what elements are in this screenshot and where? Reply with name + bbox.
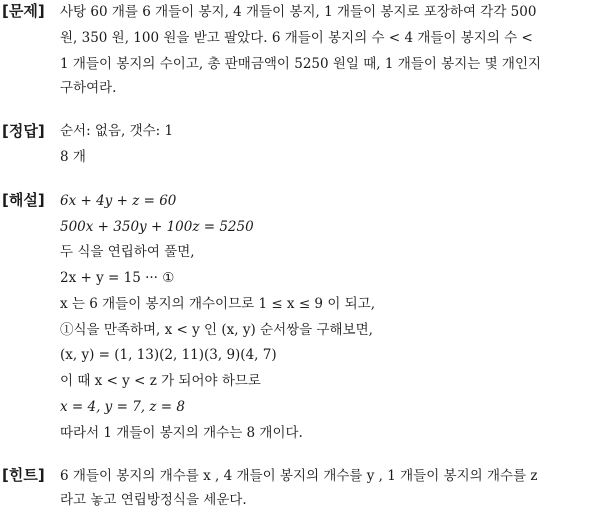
solution-line-10: 따라서 1 개들이 봉지의 개수는 8 개이다. [60,425,303,441]
solution-line-1: 6x + 4y + z = 60 [60,193,177,209]
solution-line-7: (x, y) = (1, 13)(2, 11)(3, 9)(4, 7) [60,347,277,363]
problem-label: [문제] [2,2,45,20]
solution-line-2: 500x + 350y + 100z = 5250 [60,219,254,235]
problem-line-3: 1 개들이 봉지의 수이고, 총 판매금액이 5250 원일 때, 1 개들이 봉지는 몇 개인지 [60,56,542,72]
hint-line-2: 라고 놓고 연립방정식을 세운다. [60,492,247,508]
solution-line-4: 2x + y = 15 ··· ① [60,270,175,286]
problem-line-2: 원, 350 원, 100 원을 받고 팔았다. 6 개들이 봉지의 수 < 4 개들이 봉지의 수 < [60,30,533,46]
solution-line-9: x = 4, y = 7, z = 8 [60,399,185,415]
hint-label: [힌트] [2,466,45,484]
solution-label: [해설] [2,191,45,209]
answer-line-1: 순서: 없음, 갯수: 1 [60,123,174,139]
problem-line-1: 사탕 60 개를 6 개들이 봉지, 4 개들이 봉지, 1 개들이 봉지로 포장하여 각각 500 [60,4,537,20]
solution-line-6: ①식을 만족하며, x < y 인 (x, y) 순서쌍을 구해보면, [60,322,373,338]
solution-line-8: 이 때 x < y < z 가 되어야 하므로 [60,373,261,389]
solution-line-3: 두 식을 연립하여 풀면, [60,244,195,260]
hint-line-1: 6 개들이 봉지의 개수를 x , 4 개들이 봉지의 개수를 y , 1 개들이 봉지의 개수를 z [60,468,538,484]
problem-line-4: 구하여라. [60,80,117,96]
answer-label: [정답] [2,122,45,140]
answer-line-2: 8 개 [60,149,86,165]
solution-line-5: x 는 6 개들이 봉지의 개수이므로 1 ≤ x ≤ 9 이 되고, [60,296,376,312]
